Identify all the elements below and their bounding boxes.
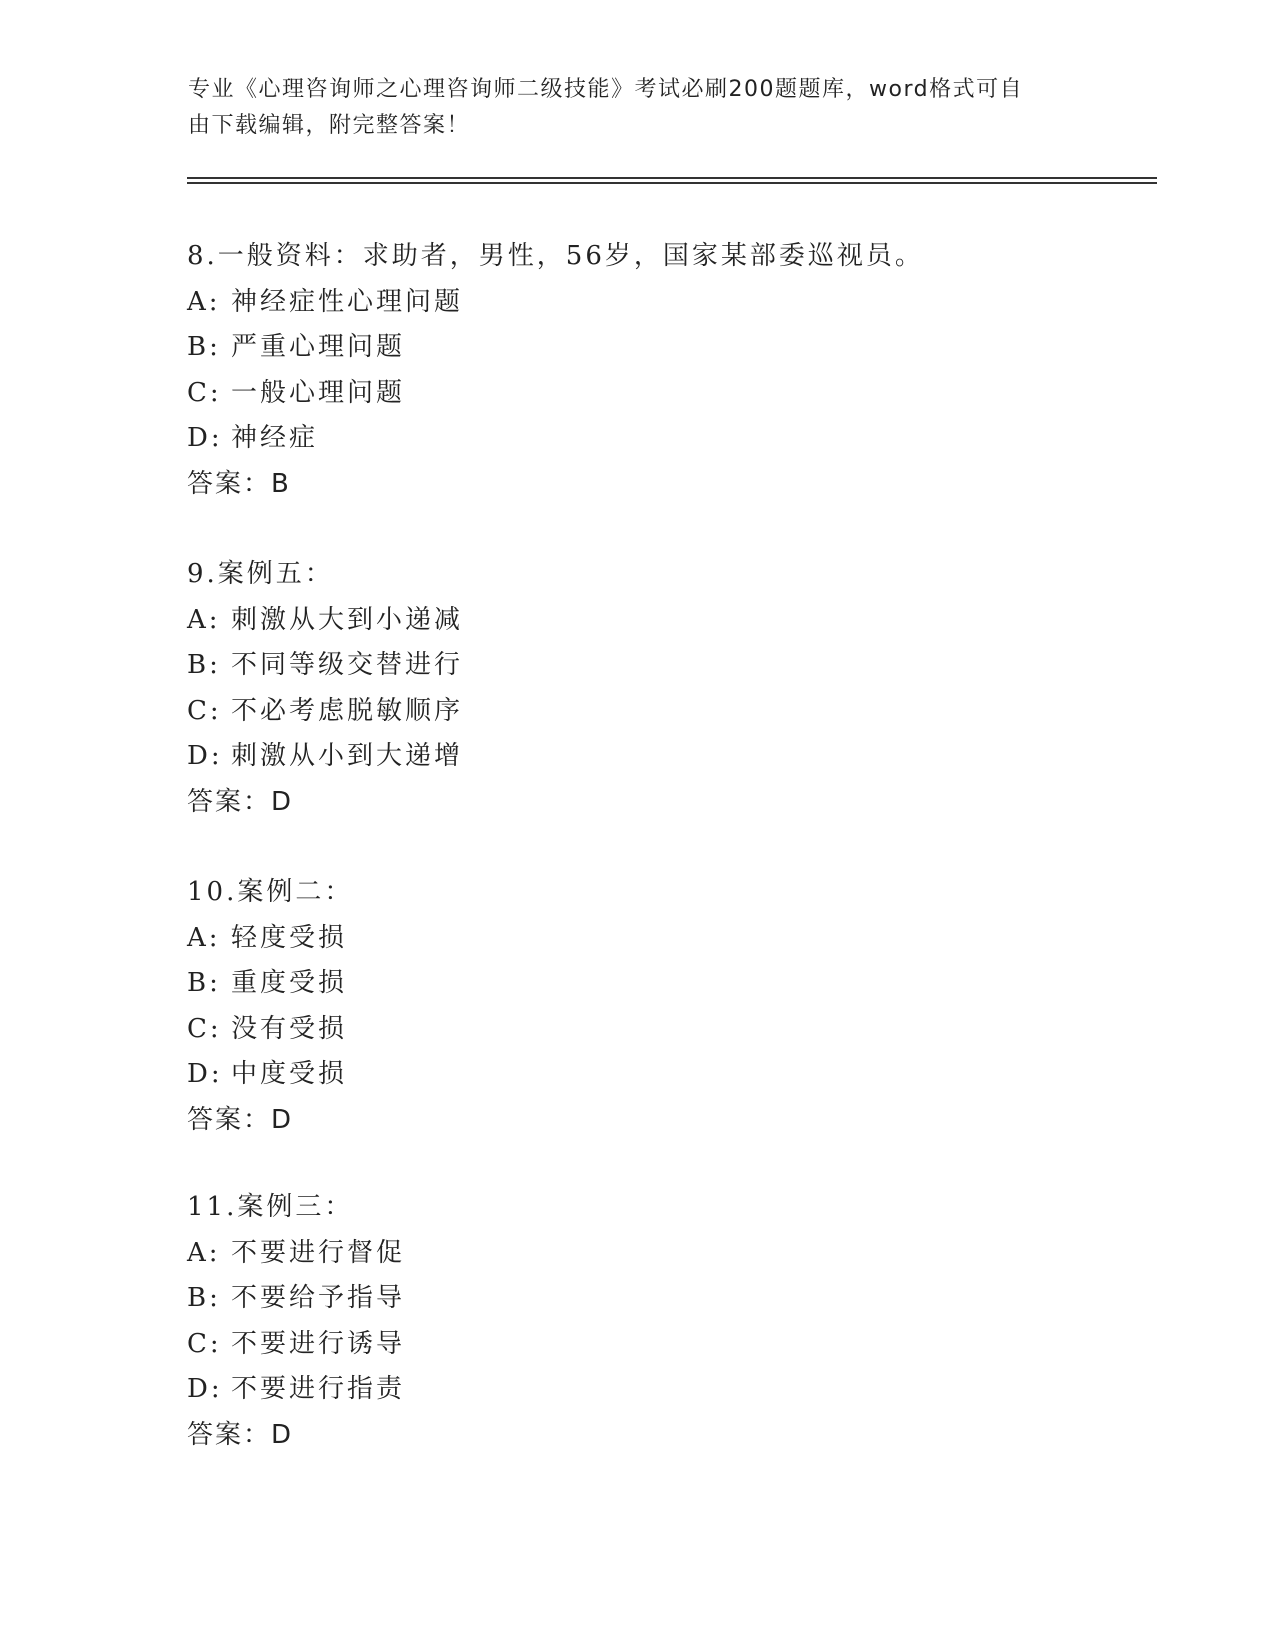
answer-line: 答案：D: [187, 1419, 294, 1450]
option-letter: A:: [187, 604, 221, 635]
option-a: [187, 1231, 1137, 1277]
answer-line: 答案：B: [187, 468, 291, 499]
option-text: 不要进行督促: [231, 1237, 406, 1268]
option-text: 中度受损: [231, 1059, 348, 1089]
option-letter: C:: [187, 377, 222, 408]
option-text: 不同等级交替进行: [231, 650, 464, 680]
option-d: [187, 1367, 1137, 1413]
option-c: [187, 371, 1137, 417]
option-letter: B:: [187, 968, 221, 998]
option-d: [187, 1052, 1137, 1098]
option-text: 不必考虑脱敏顺序: [231, 695, 464, 726]
option-text: 刺激从大到小递减: [231, 604, 464, 635]
document-header: [188, 72, 1078, 144]
question-stem: 11.案例三：: [187, 1192, 354, 1222]
option-c: [187, 1322, 1137, 1368]
option-a: [187, 598, 1137, 644]
option-letter: D:: [187, 1374, 223, 1404]
option-d: [187, 416, 1137, 462]
option-b: [187, 325, 1137, 371]
option-letter: C:: [187, 695, 222, 726]
header-divider-bottom: [187, 182, 1157, 184]
option-b: [187, 961, 1137, 1007]
option-text: 不要进行诱导: [231, 1328, 406, 1359]
option-text: 一般心理问题: [231, 377, 406, 408]
option-c: [187, 1007, 1137, 1053]
question-9: [187, 552, 1137, 825]
option-letter: C:: [187, 1013, 222, 1044]
answer-line: 答案：D: [187, 786, 294, 817]
option-text: 没有受损: [231, 1013, 348, 1044]
option-letter: A:: [187, 922, 221, 953]
option-text: 神经症: [231, 423, 319, 453]
option-letter: B:: [187, 332, 221, 362]
option-text: 轻度受损: [231, 922, 348, 953]
question-11: [187, 1185, 1137, 1458]
option-c: [187, 689, 1137, 735]
header-line-2: 由下载编辑，附完整答案！: [188, 113, 471, 138]
question-stem: 10.案例二：: [187, 877, 354, 907]
option-b: [187, 643, 1137, 689]
option-d: [187, 734, 1137, 780]
option-text: 刺激从小到大递增: [231, 741, 464, 771]
option-b: [187, 1276, 1137, 1322]
header-line-1: 专业《心理咨询师之心理咨询师二级技能》考试必刷200题题库，word格式可自: [188, 77, 1024, 102]
option-letter: B:: [187, 1283, 221, 1313]
option-text: 严重心理问题: [231, 332, 406, 362]
question-stem: 8.一般资料：求助者，男性，56岁，国家某部委巡视员。: [187, 241, 924, 271]
option-a: [187, 916, 1137, 962]
option-a: [187, 280, 1137, 326]
option-text: 不要给予指导: [231, 1283, 406, 1313]
header-divider-top: [187, 177, 1157, 179]
answer-line: 答案：D: [187, 1104, 294, 1135]
option-letter: D:: [187, 741, 223, 771]
option-letter: A:: [187, 1237, 221, 1268]
question-stem: 9.案例五：: [187, 559, 334, 589]
question-8: [187, 234, 1137, 507]
option-letter: D:: [187, 423, 223, 453]
option-text: 不要进行指责: [231, 1374, 406, 1404]
option-letter: D:: [187, 1059, 223, 1089]
option-text: 神经症性心理问题: [231, 286, 464, 317]
option-letter: C:: [187, 1328, 222, 1359]
option-letter: B:: [187, 650, 221, 680]
option-text: 重度受损: [231, 968, 348, 998]
question-10: [187, 870, 1137, 1143]
option-letter: A:: [187, 286, 221, 317]
